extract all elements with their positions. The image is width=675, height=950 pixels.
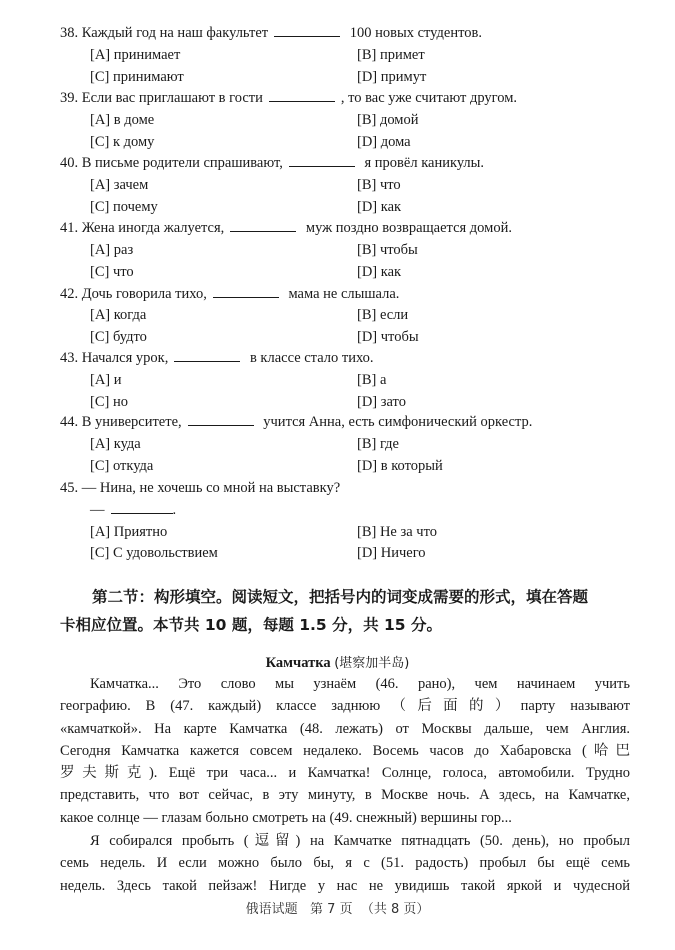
answer-blank (230, 219, 296, 232)
option-a: [A] когда (90, 307, 147, 323)
option-c: [C] почему (90, 199, 158, 215)
option-d: [D] Ничего (357, 545, 426, 561)
question-text-after: мама не слышала. (288, 286, 400, 302)
option-b: [B] если (357, 307, 409, 323)
passage-title-cn: (堪察加半岛) (334, 656, 410, 671)
passage-line: Сегодня Камчатка кажется совсем недалеко. Восемь часов до Хабаровска (哈巴 (60, 742, 630, 759)
question-text-after: в классе стало тихо. (249, 350, 374, 366)
option-a: [A] в доме (90, 112, 155, 128)
answer-blank (188, 413, 254, 426)
question-text-before: Жена иногда жалуется, (81, 220, 225, 236)
passage-line: «камчаткой». На карте Камчатка (48. лежать) от Москвы дальше, чем Англия. (60, 720, 630, 737)
footer-page: 第 7 页 (310, 902, 353, 917)
question-41 (60, 218, 512, 238)
question-text-before: Если вас приглашают в гости (81, 90, 263, 106)
question-text-before: Начался урок, (81, 350, 169, 366)
passage-line: какое солнце — глазам больно смотреть на (49. снежный) вершины гор... (60, 809, 512, 826)
option-a: [A] и (90, 372, 122, 388)
passage-title-ru: Камчатка (265, 655, 331, 671)
question-text-after: муж поздно возвращается домой. (305, 220, 512, 236)
passage-paragraph-1 (60, 673, 630, 829)
passage-line: Я собирался пробыть (逗留) на Камчатке пятнадцать (50. день), но пробыл (90, 833, 630, 849)
option-b: [B] где (357, 436, 399, 452)
option-a: [A] принимает (90, 47, 181, 63)
passage-line: представить, что вот сейчас, в эту минуту, в Москве ночь. А здесь, на Камчатке, (60, 787, 630, 804)
option-c: [C] откуда (90, 458, 154, 474)
question-number: 39. (60, 90, 79, 106)
option-d: [D] дома (357, 134, 411, 150)
option-c: [C] будто (90, 329, 147, 345)
option-b: [B] примет (357, 47, 425, 63)
question-number: 41. (60, 220, 79, 236)
option-c: [C] но (90, 394, 128, 410)
section-instructions (60, 583, 620, 639)
question-text-after: , то вас уже считают другом. (340, 90, 518, 106)
question-number: 43. (60, 350, 79, 366)
footer-subject: 俄语试题 (245, 902, 298, 917)
option-a: [A] куда (90, 436, 141, 452)
passage-line: географию. В (47. каждый) классе заднюю（后面的）парту называют (60, 698, 630, 715)
question-number: 42. (60, 286, 79, 302)
question-44 (60, 412, 532, 432)
answer-blank (289, 154, 355, 167)
passage-line: Камчатка... Это слово мы узнаём (46. рано), чем начинаем учить (90, 676, 630, 692)
question-number: 45. (60, 480, 79, 496)
option-c: [C] принимают (90, 69, 184, 85)
option-b: [B] домой (357, 112, 419, 128)
question-40 (60, 153, 484, 173)
question-number: 38. (60, 25, 79, 41)
option-a: [A] зачем (90, 177, 149, 193)
passage-line: 罗夫斯克). Ещё три часа... и Камчатка! Солнце, голоса, автомобили. Трудно (60, 765, 630, 782)
option-d: [D] как (357, 264, 402, 280)
question-text-before: В письме родители спрашивают, (81, 155, 283, 171)
question-42 (60, 284, 399, 304)
option-b: [B] а (357, 372, 387, 388)
option-d: [D] примут (357, 69, 427, 85)
option-c: [C] к дому (90, 134, 155, 150)
passage-line: недель. Здесь такой пейзаж! Нигде у нас не увидишь такой яркой и чудесной (60, 877, 630, 894)
option-d: [D] как (357, 199, 402, 215)
passage-paragraph-2 (60, 830, 630, 897)
option-b: [B] Не за что (357, 524, 437, 540)
answer-blank (111, 501, 173, 514)
question-43 (60, 348, 374, 368)
reply-period: . (172, 502, 177, 518)
question-text-before: Каждый год на наш факультет (81, 25, 269, 41)
option-d: [D] чтобы (357, 329, 419, 345)
question-38 (60, 23, 482, 43)
reply-dash: — (90, 502, 105, 518)
question-text-after: я провёл каникулы. (364, 155, 485, 171)
option-b: [B] чтобы (357, 242, 418, 258)
question-39 (60, 88, 517, 108)
question-text: — Нина, не хочешь со мной на выставку? (81, 480, 341, 496)
question-number: 44. (60, 414, 79, 430)
answer-blank (174, 349, 240, 362)
footer-total: （共 8 页） (360, 902, 430, 917)
section-line-1: 第二节：构形填空。阅读短文，把括号内的词变成需要的形式，填在答题 (92, 588, 589, 606)
passage-title (0, 652, 675, 672)
question-text-before: В университете, (81, 414, 182, 430)
answer-blank (213, 285, 279, 298)
option-c: [C] С удовольствием (90, 545, 218, 561)
option-d: [D] в который (357, 458, 443, 474)
option-a: [A] раз (90, 242, 134, 258)
option-c: [C] что (90, 264, 134, 280)
question-text-after: учится Анна, есть симфонический оркестр. (263, 414, 533, 430)
question-text-before: Дочь говорила тихо, (81, 286, 207, 302)
page-footer (0, 898, 675, 917)
question-number: 40. (60, 155, 79, 171)
question-45 (60, 478, 340, 498)
option-d: [D] зато (357, 394, 406, 410)
passage-line: семь недель. И если можно было бы, я с (51. радость) пробыл бы ещё семь (60, 855, 630, 872)
answer-blank (269, 89, 335, 102)
question-text-after: 100 новых студентов. (349, 25, 482, 41)
option-b: [B] что (357, 177, 401, 193)
reply-line (90, 500, 176, 520)
section-line-2: 卡相应位置。本节共 10 题，每题 1.5 分，共 15 分。 (60, 616, 442, 634)
answer-blank (274, 24, 340, 37)
option-a: [A] Приятно (90, 524, 168, 540)
